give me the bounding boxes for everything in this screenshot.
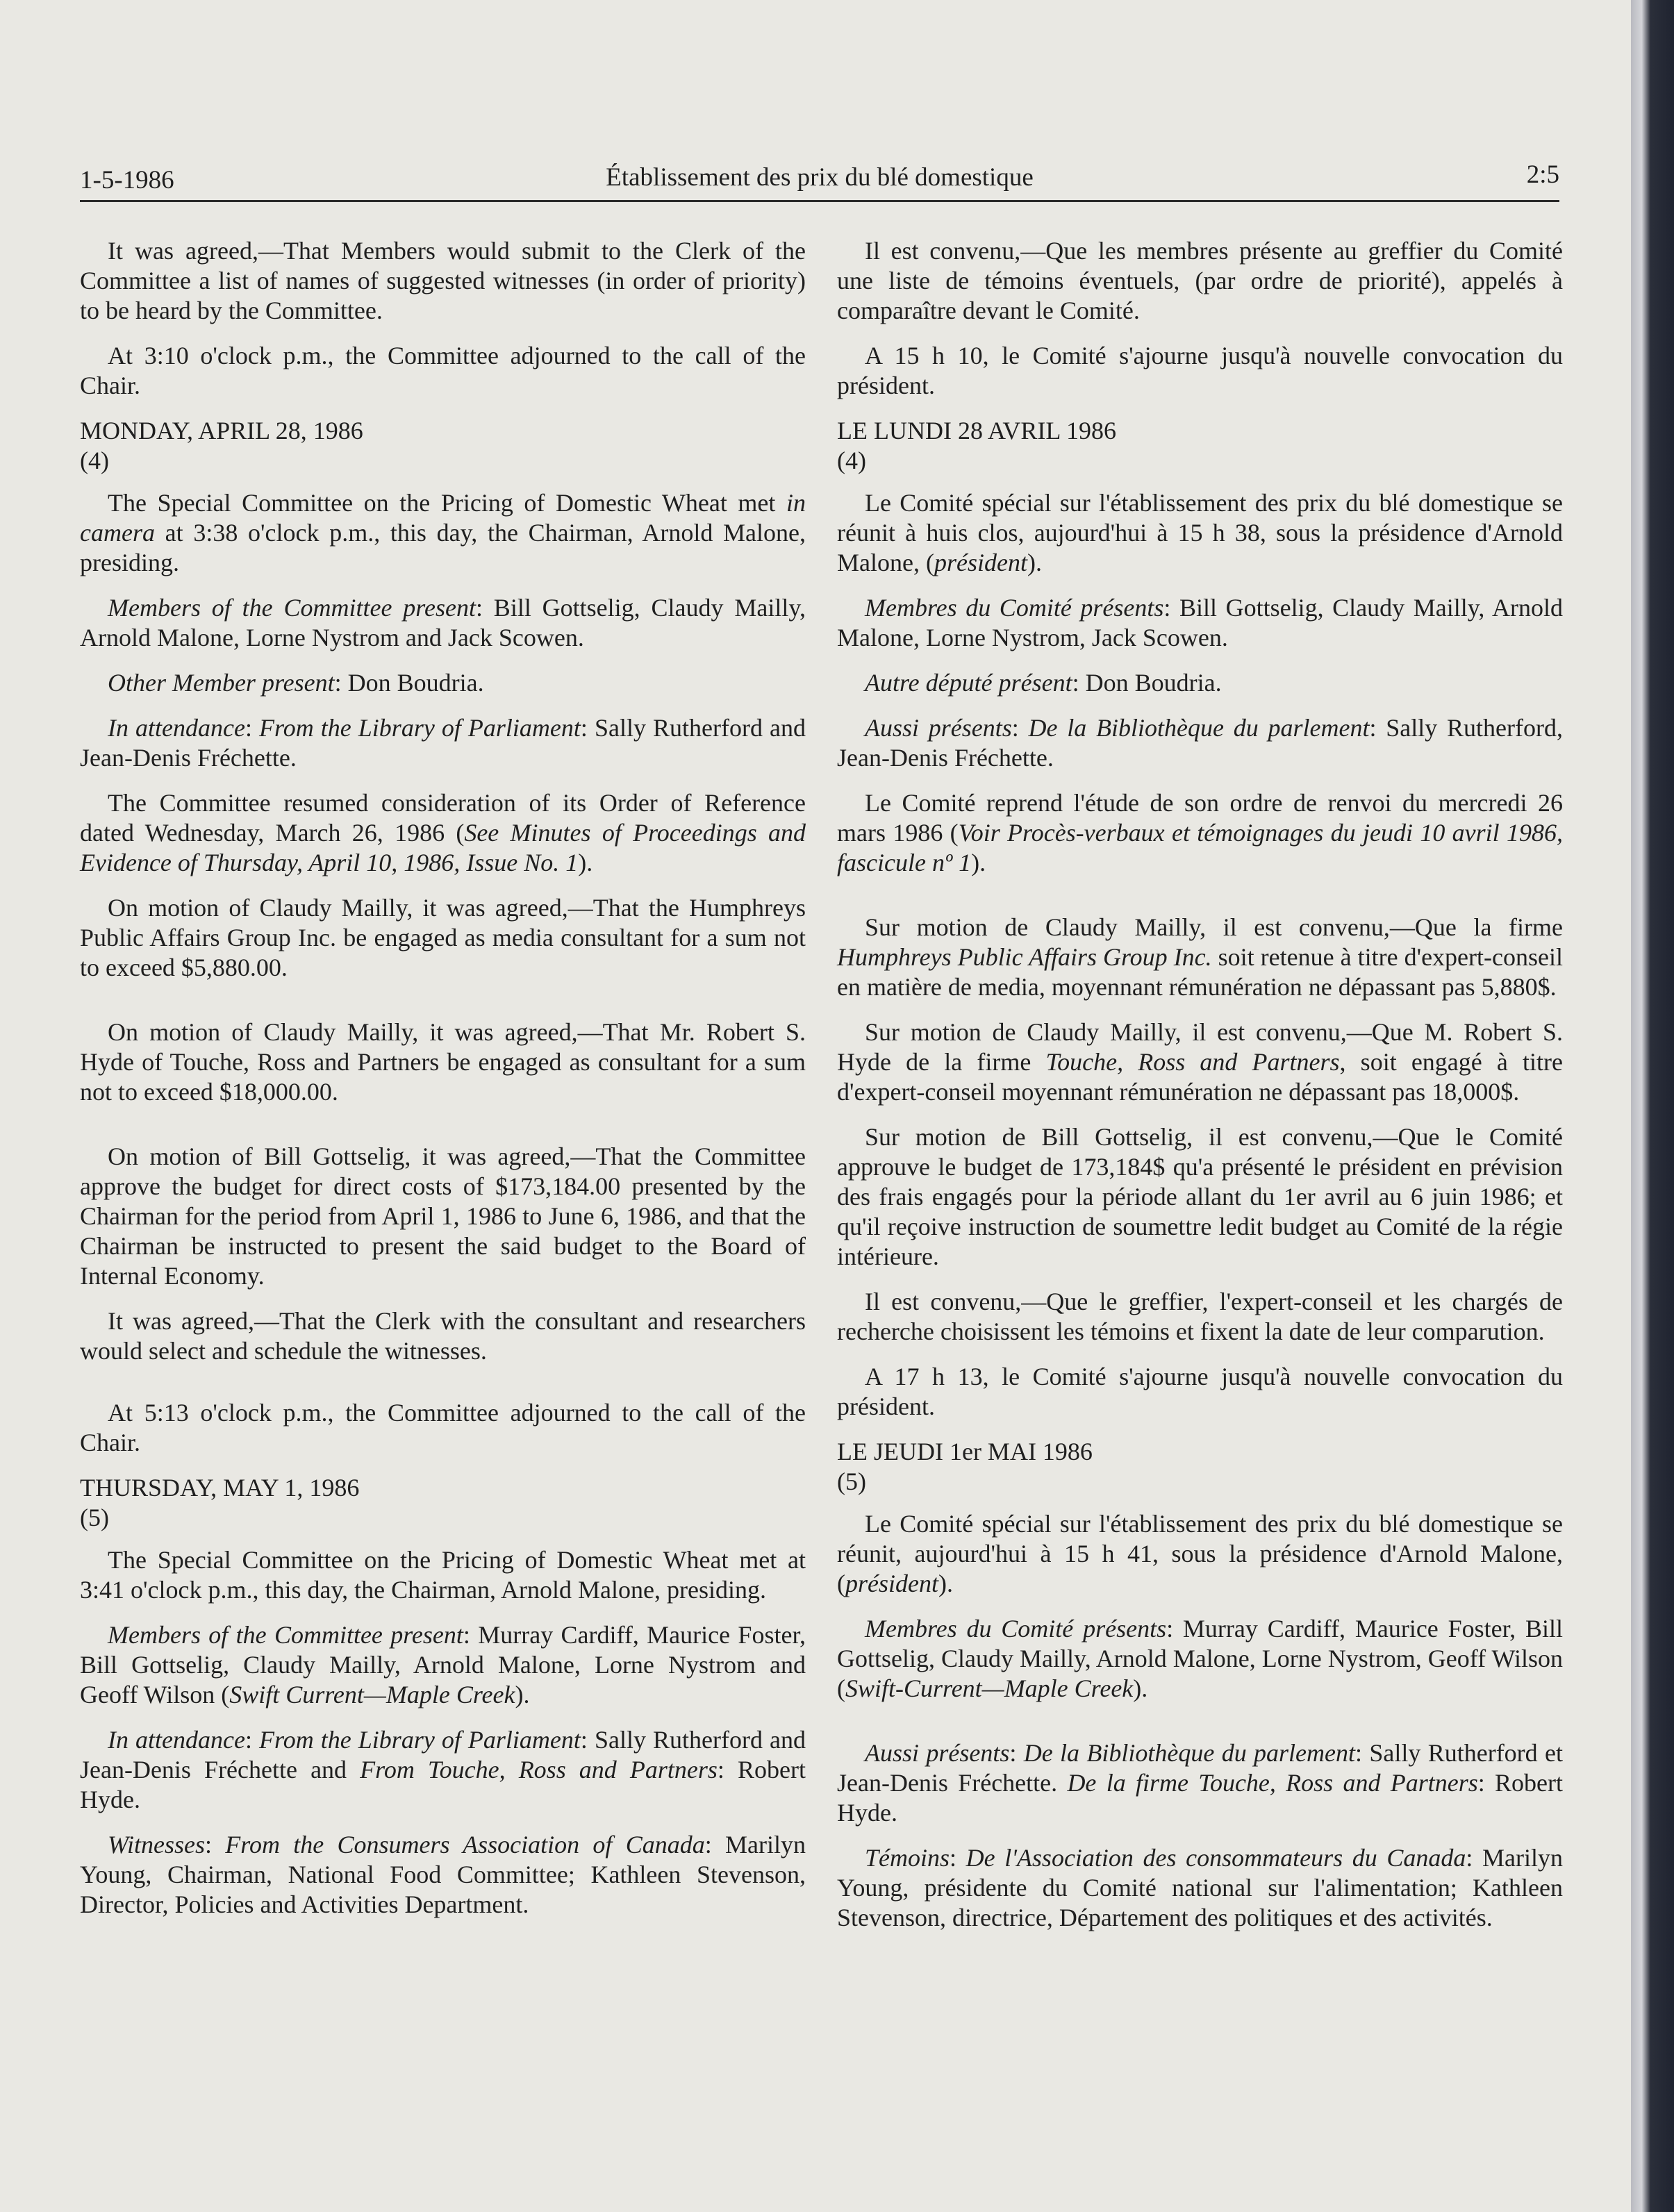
paragraph: At 3:10 o'clock p.m., the Committee adjourned to the call of the Chair. — [80, 342, 806, 399]
paragraph: Le Comité spécial sur l'établissement des prix du blé domestique se réunit à huis clos, aujourd'hui à 15 h 38, sous la présidence d'Arnold Malone, (président). — [837, 489, 1563, 576]
paragraph: On motion of Claudy Mailly, it was agreed,—That the Humphreys Public Affairs Group Inc. be engaged as media consultant for a sum not to exceed $5,880.00. — [80, 894, 806, 981]
section-heading: LE JEUDI 1er MAI 1986 — [837, 1438, 1093, 1465]
paragraph: Sur motion de Claudy Mailly, il est convenu,—Que la firme Humphreys Public Affairs Group Inc. soit retenue à titre d'expert-conseil en matière de media, moyennant rémunération ne dépassant pas 5,880$. — [837, 913, 1563, 1001]
paragraph: Sur motion de Bill Gottselig, il est convenu,—Que le Comité approuve le budget de 173,184$ qu'a présenté le président en prévision des frais engagés pour la période allant du 1er avril au 6 juin 1986; et qu'il reçoive instruction de soumettre ledit budget au Comité de la régie intérieure. — [837, 1123, 1563, 1270]
book-spine-edge — [1631, 0, 1674, 2212]
paragraph: Members of the Committee present: Murray Cardiff, Maurice Foster, Bill Gottselig, Claudy Mailly, Arnold Malone, Lorne Nystrom and Geoff Wilson (Swift Current—Maple Creek). — [80, 1621, 806, 1708]
header-date: 1-5-1986 — [80, 166, 174, 194]
paragraph: Il est convenu,—Que les membres présente au greffier du Comité une liste de témoins éventuels, (par ordre de priorité), appelés à comparaître devant le Comité. — [837, 237, 1563, 324]
paragraph: It was agreed,—That the Clerk with the consultant and researchers would select and schedule the witnesses. — [80, 1307, 806, 1365]
sitting-number: (4) — [80, 447, 109, 474]
paragraph: Le Comité spécial sur l'établissement des prix du blé domestique se réunit, aujourd'hui à 15 h 41, sous la présidence d'Arnold Malone, (président). — [837, 1510, 1563, 1597]
section-heading: THURSDAY, MAY 1, 1986 — [80, 1474, 360, 1502]
paragraph: On motion of Claudy Mailly, it was agreed,—That Mr. Robert S. Hyde of Touche, Ross and Partners be engaged as consultant for a sum not to exceed $18,000.00. — [80, 1018, 806, 1106]
paragraph: Membres du Comité présents: Bill Gottselig, Claudy Mailly, Arnold Malone, Lorne Nystrom, Jack Scowen. — [837, 594, 1564, 651]
paragraph: Other Member present: Don Boudria. — [108, 669, 484, 697]
header-title: Établissement des prix du blé domestique — [606, 163, 1034, 192]
french-column — [837, 236, 1563, 1948]
paragraph: Le Comité reprend l'étude de son ordre de renvoi du mercredi 26 mars 1986 (Voir Procès-verbaux et témoignages du jeudi 10 avril 1986, fascicule nº 1). — [837, 789, 1564, 876]
paragraph: Témoins: De l'Association des consommateurs du Canada: Marilyn Young, présidente du Comité national sur l'alimentation; Kathleen Stevenson, directrice, Département des politiques et des activités. — [837, 1844, 1563, 1931]
paragraph: Autre député présent: Don Boudria. — [865, 669, 1222, 697]
section-heading: MONDAY, APRIL 28, 1986 — [80, 417, 363, 444]
paragraph: At 5:13 o'clock p.m., the Committee adjourned to the call of the Chair. — [80, 1399, 806, 1456]
section-heading: LE LUNDI 28 AVRIL 1986 — [837, 417, 1116, 444]
paragraph: The Special Committee on the Pricing of Domestic Wheat met at 3:41 o'clock p.m., this day, the Chairman, Arnold Malone, presiding. — [80, 1546, 806, 1604]
paragraph: A 17 h 13, le Comité s'ajourne jusqu'à nouvelle convocation du président. — [837, 1363, 1563, 1420]
paragraph: Il est convenu,—Que le greffier, l'expert-conseil et les chargés de recherche choisissent les témoins et fixent la date de leur comparution. — [837, 1288, 1563, 1345]
paragraph: A 15 h 10, le Comité s'ajourne jusqu'à nouvelle convocation du président. — [837, 342, 1563, 399]
paragraph: The Special Committee on the Pricing of Domestic Wheat met in camera at 3:38 o'clock p.m., this day, the Chairman, Arnold Malone, presiding. — [80, 489, 806, 576]
sitting-number: (4) — [837, 447, 866, 474]
paragraph: Membres du Comité présents: Murray Cardiff, Maurice Foster, Bill Gottselig, Claudy Mailly, Arnold Malone, Lorne Nystrom, Geoff Wilson (Swift-Current—Maple Creek). — [837, 1615, 1563, 1702]
sitting-number: (5) — [80, 1504, 109, 1531]
paragraph: Witnesses: From the Consumers Association of Canada: Marilyn Young, Chairman, National Food Committee; Kathleen Stevenson, Director, Policies and Activities Department. — [80, 1831, 806, 1918]
header-page-number: 2:5 — [1526, 160, 1559, 189]
paragraph: In attendance: From the Library of Parliament: Sally Rutherford and Jean-Denis Fréchette and From Touche, Ross and Partners: Robert Hyde. — [80, 1726, 806, 1813]
paragraph: Sur motion de Claudy Mailly, il est convenu,—Que M. Robert S. Hyde de la firme Touche, Ross and Partners, soit engagé à titre d'expert-conseil moyennant rémunération ne dépassant pas 18,000$. — [837, 1018, 1563, 1106]
running-header — [80, 158, 1559, 202]
paragraph: It was agreed,—That Members would submit to the Clerk of the Committee a list of names of suggested witnesses (in order of priority) to be heard by the Committee. — [80, 237, 806, 324]
paragraph: Aussi présents: De la Bibliothèque du parlement: Sally Rutherford, Jean-Denis Fréchette. — [837, 714, 1563, 772]
paragraph: On motion of Bill Gottselig, it was agreed,—That the Committee approve the budget for direct costs of $173,184.00 presented by the Chairman for the period from April 1, 1986 to June 6, 1986, and that the Chairman be instructed to present the said budget to the Board of Internal Economy. — [80, 1142, 806, 1290]
english-column — [80, 236, 806, 1935]
paragraph: Members of the Committee present: Bill Gottselig, Claudy Mailly, Arnold Malone, Lorne Nystrom and Jack Scowen. — [80, 594, 806, 651]
paragraph: The Committee resumed consideration of its Order of Reference dated Wednesday, March 26, 1986 (See Minutes of Proceedings and Evidence of Thursday, April 10, 1986, Issue No. 1). — [80, 789, 806, 876]
paragraph: Aussi présents: De la Bibliothèque du parlement: Sally Rutherford et Jean-Denis Fréchette. De la firme Touche, Ross and Partners: Robert Hyde. — [837, 1739, 1564, 1827]
paragraph: In attendance: From the Library of Parliament: Sally Rutherford and Jean-Denis Fréchette. — [80, 714, 806, 772]
sitting-number: (5) — [837, 1467, 866, 1495]
